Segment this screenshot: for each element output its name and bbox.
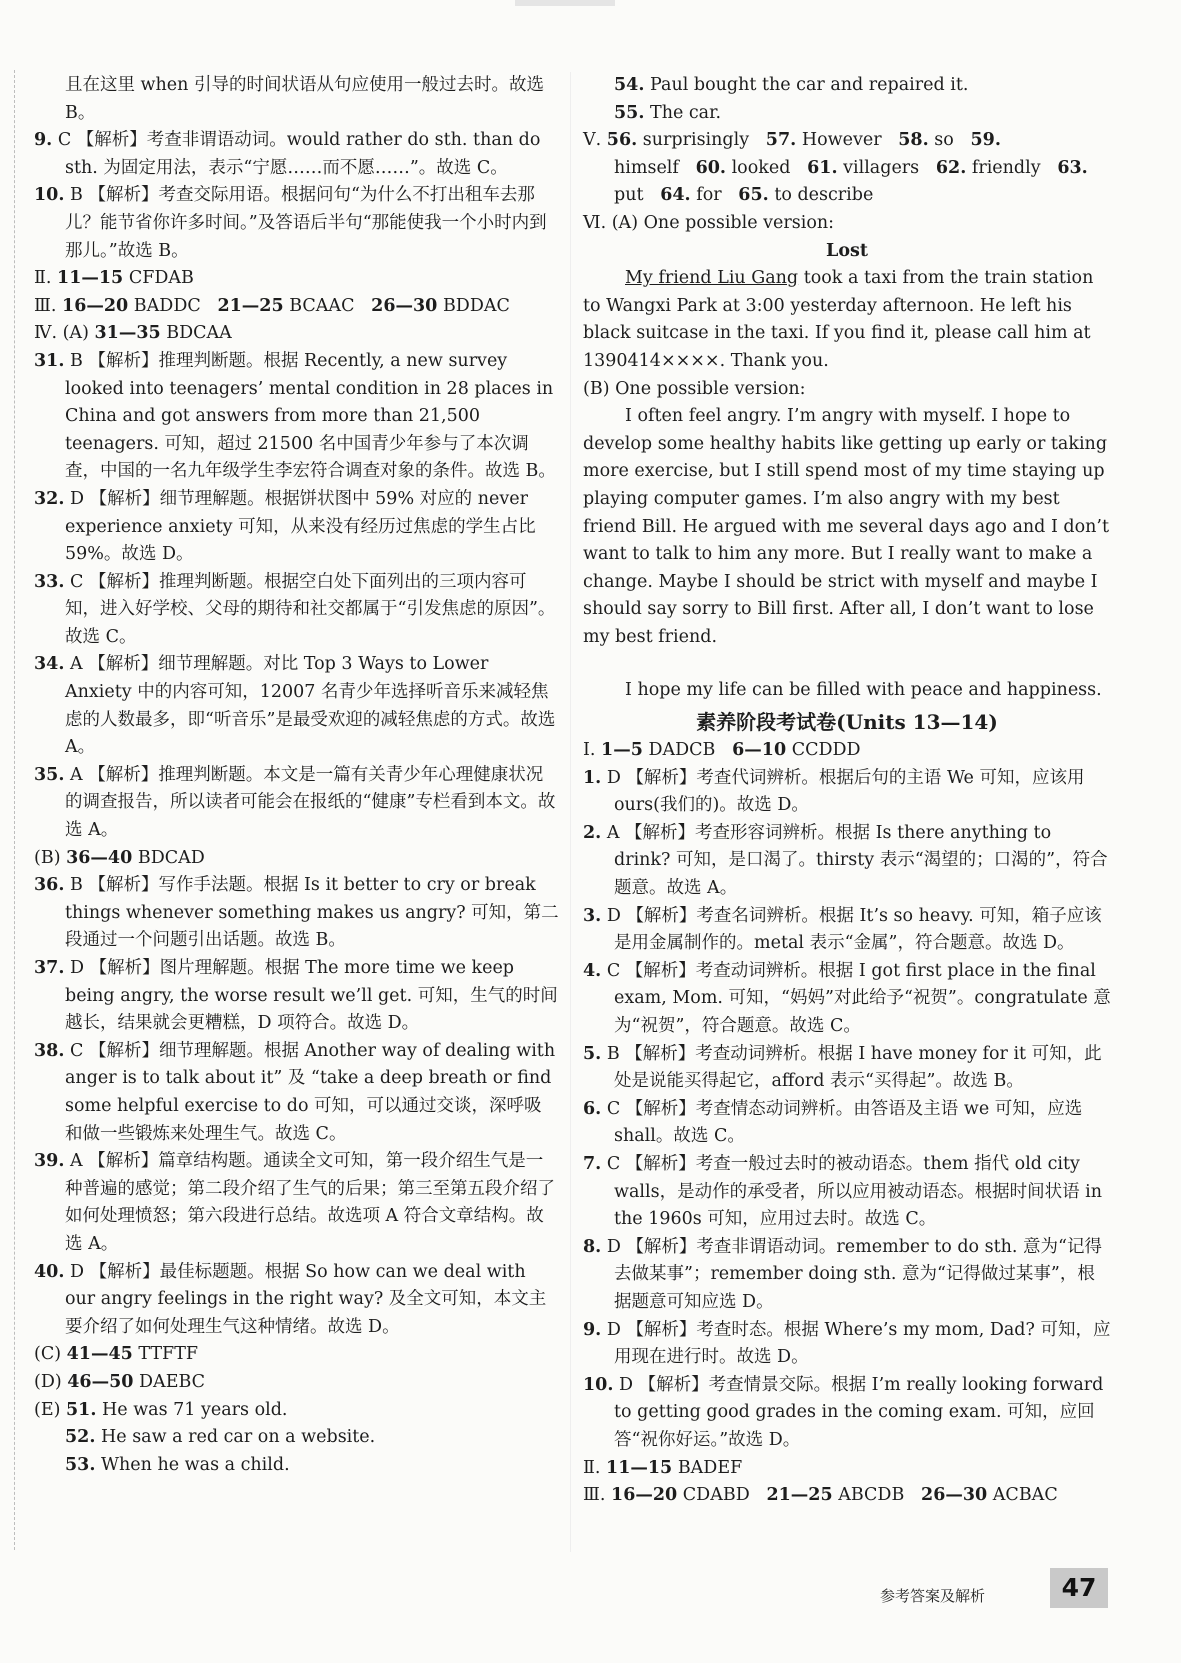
right-line (583, 651, 1111, 677)
right-line: Ⅲ. 16—20 CDABD 21—25 ABCDB 26—30 ACBAC (583, 1485, 1058, 1506)
left-line: 39. A 【解析】篇章结构题。通读全文可知，第一段介绍生气是一种普遍的感觉；第二段介绍了生气的后果；第三至第五段介绍了如何处理愤怒；第六段进行总结。故选项 A 符合文章结构。故选 A。 (34, 1151, 555, 1254)
left-column (34, 72, 559, 1479)
right-column (583, 72, 1111, 1510)
right-line: 55. The car. (614, 102, 722, 123)
left-line: 10. B 【解析】考查交际用语。根据问句“为什么不打出租车去那儿？能节省你许多时间。”及答语后半句“那能使我一个小时内到那儿。”故选 B。 (34, 185, 547, 261)
binding-margin-line (14, 70, 15, 1550)
left-line: 9. C 【解析】考查非谓语动词。would rather do sth. than do sth. 为固定用法，表示“宁愿……而不愿……”。故选 C。 (34, 130, 541, 178)
footer-label: 参考答案及解析 (880, 1587, 986, 1605)
right-line: Ⅱ. 11—15 BADEF (583, 1457, 743, 1478)
left-line: 36. B 【解析】写作手法题。根据 Is it better to cry or break things whenever something makes us angry? 可知，第二段通过一个问题引出话题。故选 B。 (34, 875, 559, 951)
left-line: 37. D 【解析】图片理解题。根据 The more time we keep being angry, the worse result we’ll get. 可知，生气的时间越长，结果就会更糟糕，D 项符合。故选 D。 (34, 958, 558, 1034)
left-line: 40. D 【解析】最佳标题题。根据 So how can we deal with our angry feelings in the right way? 及全文可知，本文主要介绍了如何处理生气这种情绪。故选 D。 (34, 1261, 547, 1337)
left-line: Ⅲ. 16—20 BADDC 21—25 BCAAC 26—30 BDDAC (34, 295, 510, 316)
right-line: Ⅰ. 1—5 DADCB 6—10 CCDDD (583, 740, 861, 761)
left-line: 35. A 【解析】推理判断题。本文是一篇有关青少年心理健康状况的调查报告，所以读者可能会在报纸的“健康”专栏看到本文。故选 A。 (34, 764, 556, 841)
right-line: 1. D 【解析】考查代词辨析。根据后句的主语 We 可知，应该用 ours(我们的)。故选 D。 (583, 767, 1085, 816)
left-line: 33. C 【解析】推理判断题。根据空白处下面列出的三项内容可知，进入好学校、父母的期待和社交都属于“引发焦虑的原因”。故选 C。 (34, 571, 556, 647)
right-line: 10. D 【解析】考查情景交际。根据 I’m really looking forward to getting good grades in the coming exam. 可知，应回答“祝你好运。”故选 D。 (583, 1374, 1104, 1450)
left-line: (D) 46—50 DAEBC (34, 1371, 206, 1392)
right-line: 54. Paul bought the car and repaired it. (614, 75, 969, 95)
right-line: Ⅴ. 56. surprisingly 57. However 58. so 59. himself 60. looked 61. villagers 62. friendly 63. put 64. for 65. to describe (583, 130, 1088, 206)
right-line: Lost (826, 240, 868, 261)
left-line: 52. He saw a red car on a website. (65, 1427, 376, 1448)
left-line: 34. A 【解析】细节理解题。对比 Top 3 Ways to Lower Anxiety 中的内容可知，12007 名青少年选择听音乐来减轻焦虑的人数最多，即“听音乐”是最受欢迎的减轻焦虑的方式。故选 A。 (34, 654, 556, 758)
column-divider (570, 72, 571, 1552)
right-line: (B) One possible version: (583, 378, 806, 399)
right-line: 8. D 【解析】考查非谓语动词。remember to do sth. 意为“记得去做某事”；remember doing sth. 意为“记得做过某事”，根据题意可知应选 D。 (583, 1236, 1102, 1312)
scan-top-mark (515, 0, 615, 6)
right-line: Ⅵ. (A) One possible version: (583, 212, 835, 233)
left-line: 38. C 【解析】细节理解题。根据 Another way of dealing with anger is to talk about it” 及 “take a deep breath or find some helpful exercise to do 可知，可以通过交谈，深呼吸和做一些锻炼来处理生气。故选 C。 (34, 1040, 556, 1144)
left-line: (B) 36—40 BDCAD (34, 847, 205, 868)
right-line: 2. A 【解析】考查形容词辨析。根据 Is there anything to drink? 可知，是口渴了。thirsty 表示“渴望的；口渴的”，符合题意。故选 A。 (583, 822, 1108, 899)
right-line: 6. C 【解析】考查情态动词辨析。由答语及主语 we 可知，应选 shall。故选 C。 (583, 1098, 1083, 1147)
right-line: 5. B 【解析】考查动词辨析。根据 I have money for it 可知，此处是说能买得起它，afford 表示“买得起”。故选 B。 (583, 1043, 1102, 1092)
right-line: 4. C 【解析】考查动词辨析。根据 I got first place in the final exam, Mom. 可知，“妈妈”对此给予“祝贺”。congratulate 意为“祝贺”，符合题意。故选 C。 (583, 960, 1111, 1036)
page-number: 47 (1050, 1568, 1108, 1608)
left-line: Ⅳ. (A) 31—35 BDCAA (34, 323, 232, 344)
left-line: 且在这里 when 引导的时间状语从句应使用一般过去时。故选 B。 (65, 75, 545, 123)
right-line: 3. D 【解析】考查名词辨析。根据 It’s so heavy. 可知，箱子应该是用金属制作的。metal 表示“金属”，符合题意。故选 D。 (583, 905, 1102, 954)
left-line: Ⅱ. 11—15 CFDAB (34, 268, 194, 289)
right-line: I hope my life can be filled with peace and happiness. (625, 680, 1102, 701)
right-line: 素养阶段考试卷(Units 13—14) (696, 710, 998, 735)
right-line: My friend Liu Gang took a taxi from the train station to Wangxi Park at 3:00 yesterday afternoon. He left his black suitcase in the taxi. If you find it, please call him at 1390414××××. Thank you. (583, 268, 1094, 371)
left-line: 31. B 【解析】推理判断题。根据 Recently, a new survey looked into teenagers’ mental condition in 28 places in China and got answers from more than 21,500 teenagers. 可知，超过 21500 名中国青少年参与了本次调查，中国的一名九年级学生李宏符合调查对象的条件。故选 B。 (34, 350, 556, 482)
right-line: I often feel angry. I’m angry with myself. I hope to develop some healthy habits like getting up early or taking more exercise, but I still spend most of my time staying up playing computer games. I’m also angry with my best friend Bill. He argued with me several days ago and I don’t want to talk to him any more. But I really want to make a change. Maybe I should be strict with myself and maybe I should say sorry to Bill first. After all, I don’t want to lose my best friend. (583, 406, 1110, 647)
right-line: 9. D 【解析】考查时态。根据 Where’s my mom, Dad? 可知，应用现在进行时。故选 D。 (583, 1319, 1111, 1368)
right-line: 7. C 【解析】考查一般过去时的被动语态。them 指代 old city walls，是动作的承受者，所以应用被动语态。根据时间状语 in the 1960s 可知，应用过去时。故选 C。 (583, 1153, 1103, 1230)
left-line: 32. D 【解析】细节理解题。根据饼状图中 59% 对应的 never experience anxiety 可知，从来没有经历过焦虑的学生占比 59%。故选 D。 (34, 488, 536, 565)
left-line: (C) 41—45 TTFTF (34, 1344, 199, 1365)
left-line: 53. When he was a child. (65, 1454, 290, 1475)
left-line: (E) 51. He was 71 years old. (34, 1399, 288, 1420)
